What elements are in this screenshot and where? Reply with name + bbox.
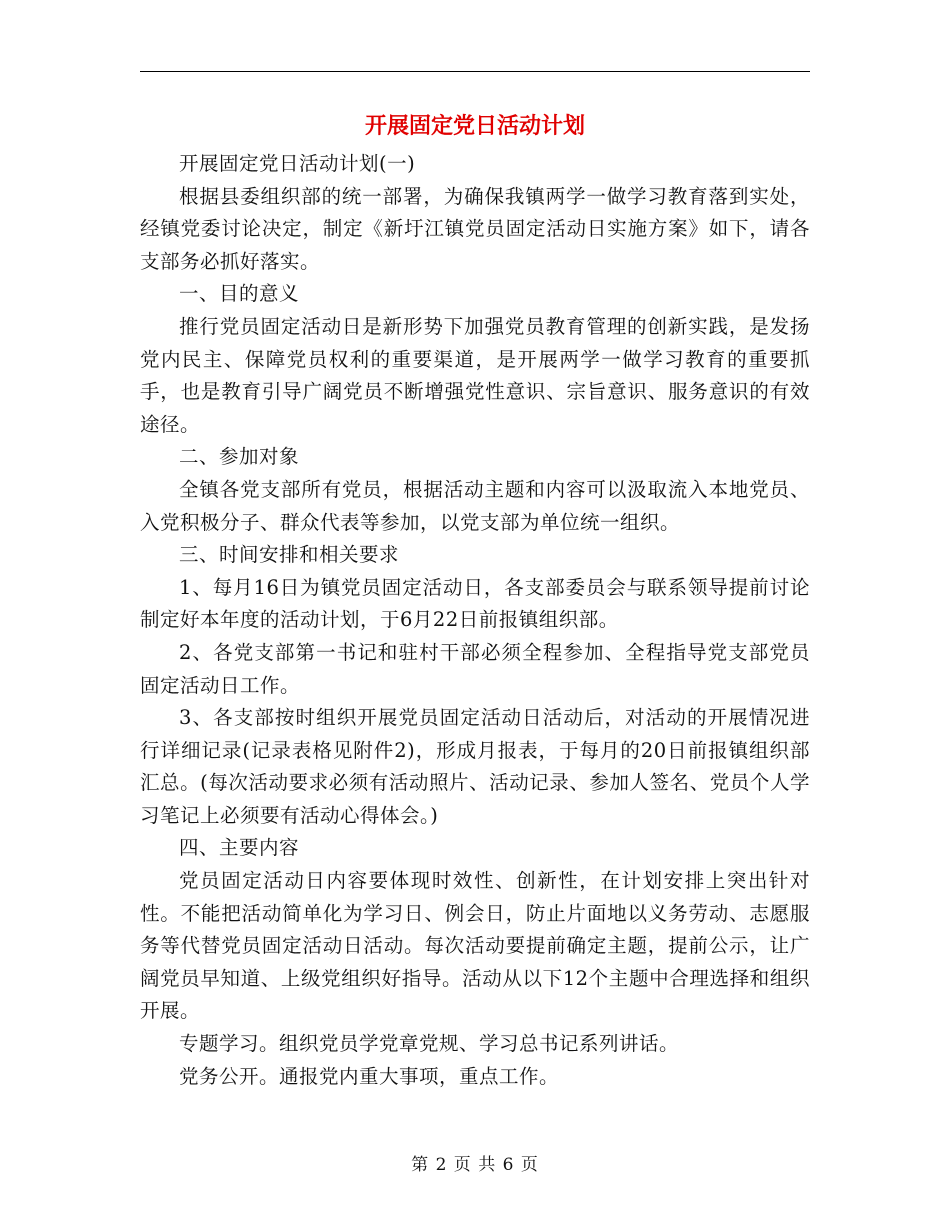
section-heading-schedule: 三、时间安排和相关要求 <box>179 543 400 567</box>
paragraph-topic-disclosure: 党务公开。通报党内重大事项，重点工作。 <box>179 1064 560 1088</box>
section-heading-purpose: 一、目的意义 <box>179 282 300 306</box>
document-title: 开展固定党日活动计划 <box>364 113 585 139</box>
paragraph-topic-study: 专题学习。组织党员学党章党规、学习总书记系列讲话。 <box>179 1032 680 1056</box>
section-heading-participants: 二、参加对象 <box>179 445 300 469</box>
paragraph-intro: 根据县委组织部的统一部署，为确保我镇两学一做学习教育落到实处，经镇党委讨论决定，制定《新圩江镇党员固定活动日实施方案》如下，请各支部务必抓好落实。 <box>140 184 810 273</box>
paragraph-schedule-item-2: 2、各党支部第一书记和驻村干部必须全程参加、全程指导党支部党员固定活动日工作。 <box>140 640 810 697</box>
paragraph-participants: 全镇各党支部所有党员，根据活动主题和内容可以汲取流入本地党员、入党积极分子、群众代表等参加，以党支部为单位统一组织。 <box>140 477 810 534</box>
page-number: 第 2 页 共 6 页 <box>411 1155 539 1175</box>
section-heading-content: 四、主要内容 <box>179 836 300 860</box>
paragraph-purpose: 推行党员固定活动日是新形势下加强党员教育管理的创新实践，是发扬党内民主、保障党员权利的重要渠道，是开展两学一做学习教育的重要抓手，也是教育引导广阔党员不断增强党性意识、宗旨意识、服务意识的有效途径。 <box>140 314 810 436</box>
paragraph-schedule-item-3: 3、各支部按时组织开展党员固定活动日活动后，对活动的开展情况进行详细记录(记录表格见附件2)，形成月报表，于每月的20日前报镇组织部汇总。(每次活动要求必须有活动照片、活动记录、参加人签名、党员个人学习笔记上必须要有活动心得体会。) <box>140 706 810 827</box>
document-body <box>140 148 810 1093</box>
paragraph-subtitle: 开展固定党日活动计划(一) <box>179 152 416 175</box>
header-rule <box>140 71 810 72</box>
paragraph-content: 党员固定活动日内容要体现时效性、创新性，在计划安排上突出针对性。不能把活动简单化为学习日、例会日，防止片面地以义务劳动、志愿服务等代替党员固定活动日活动。每次活动要提前确定主题，提前公示，让广阔党员早知道、上级党组织好指导。活动从以下12个主题中合理选择和组织开展。 <box>140 869 810 1023</box>
paragraph-schedule-item-1: 1、每月16日为镇党员固定活动日，各支部委员会与联系领导提前讨论制定好本年度的活动计划，于6月22日前报镇组织部。 <box>140 575 810 632</box>
